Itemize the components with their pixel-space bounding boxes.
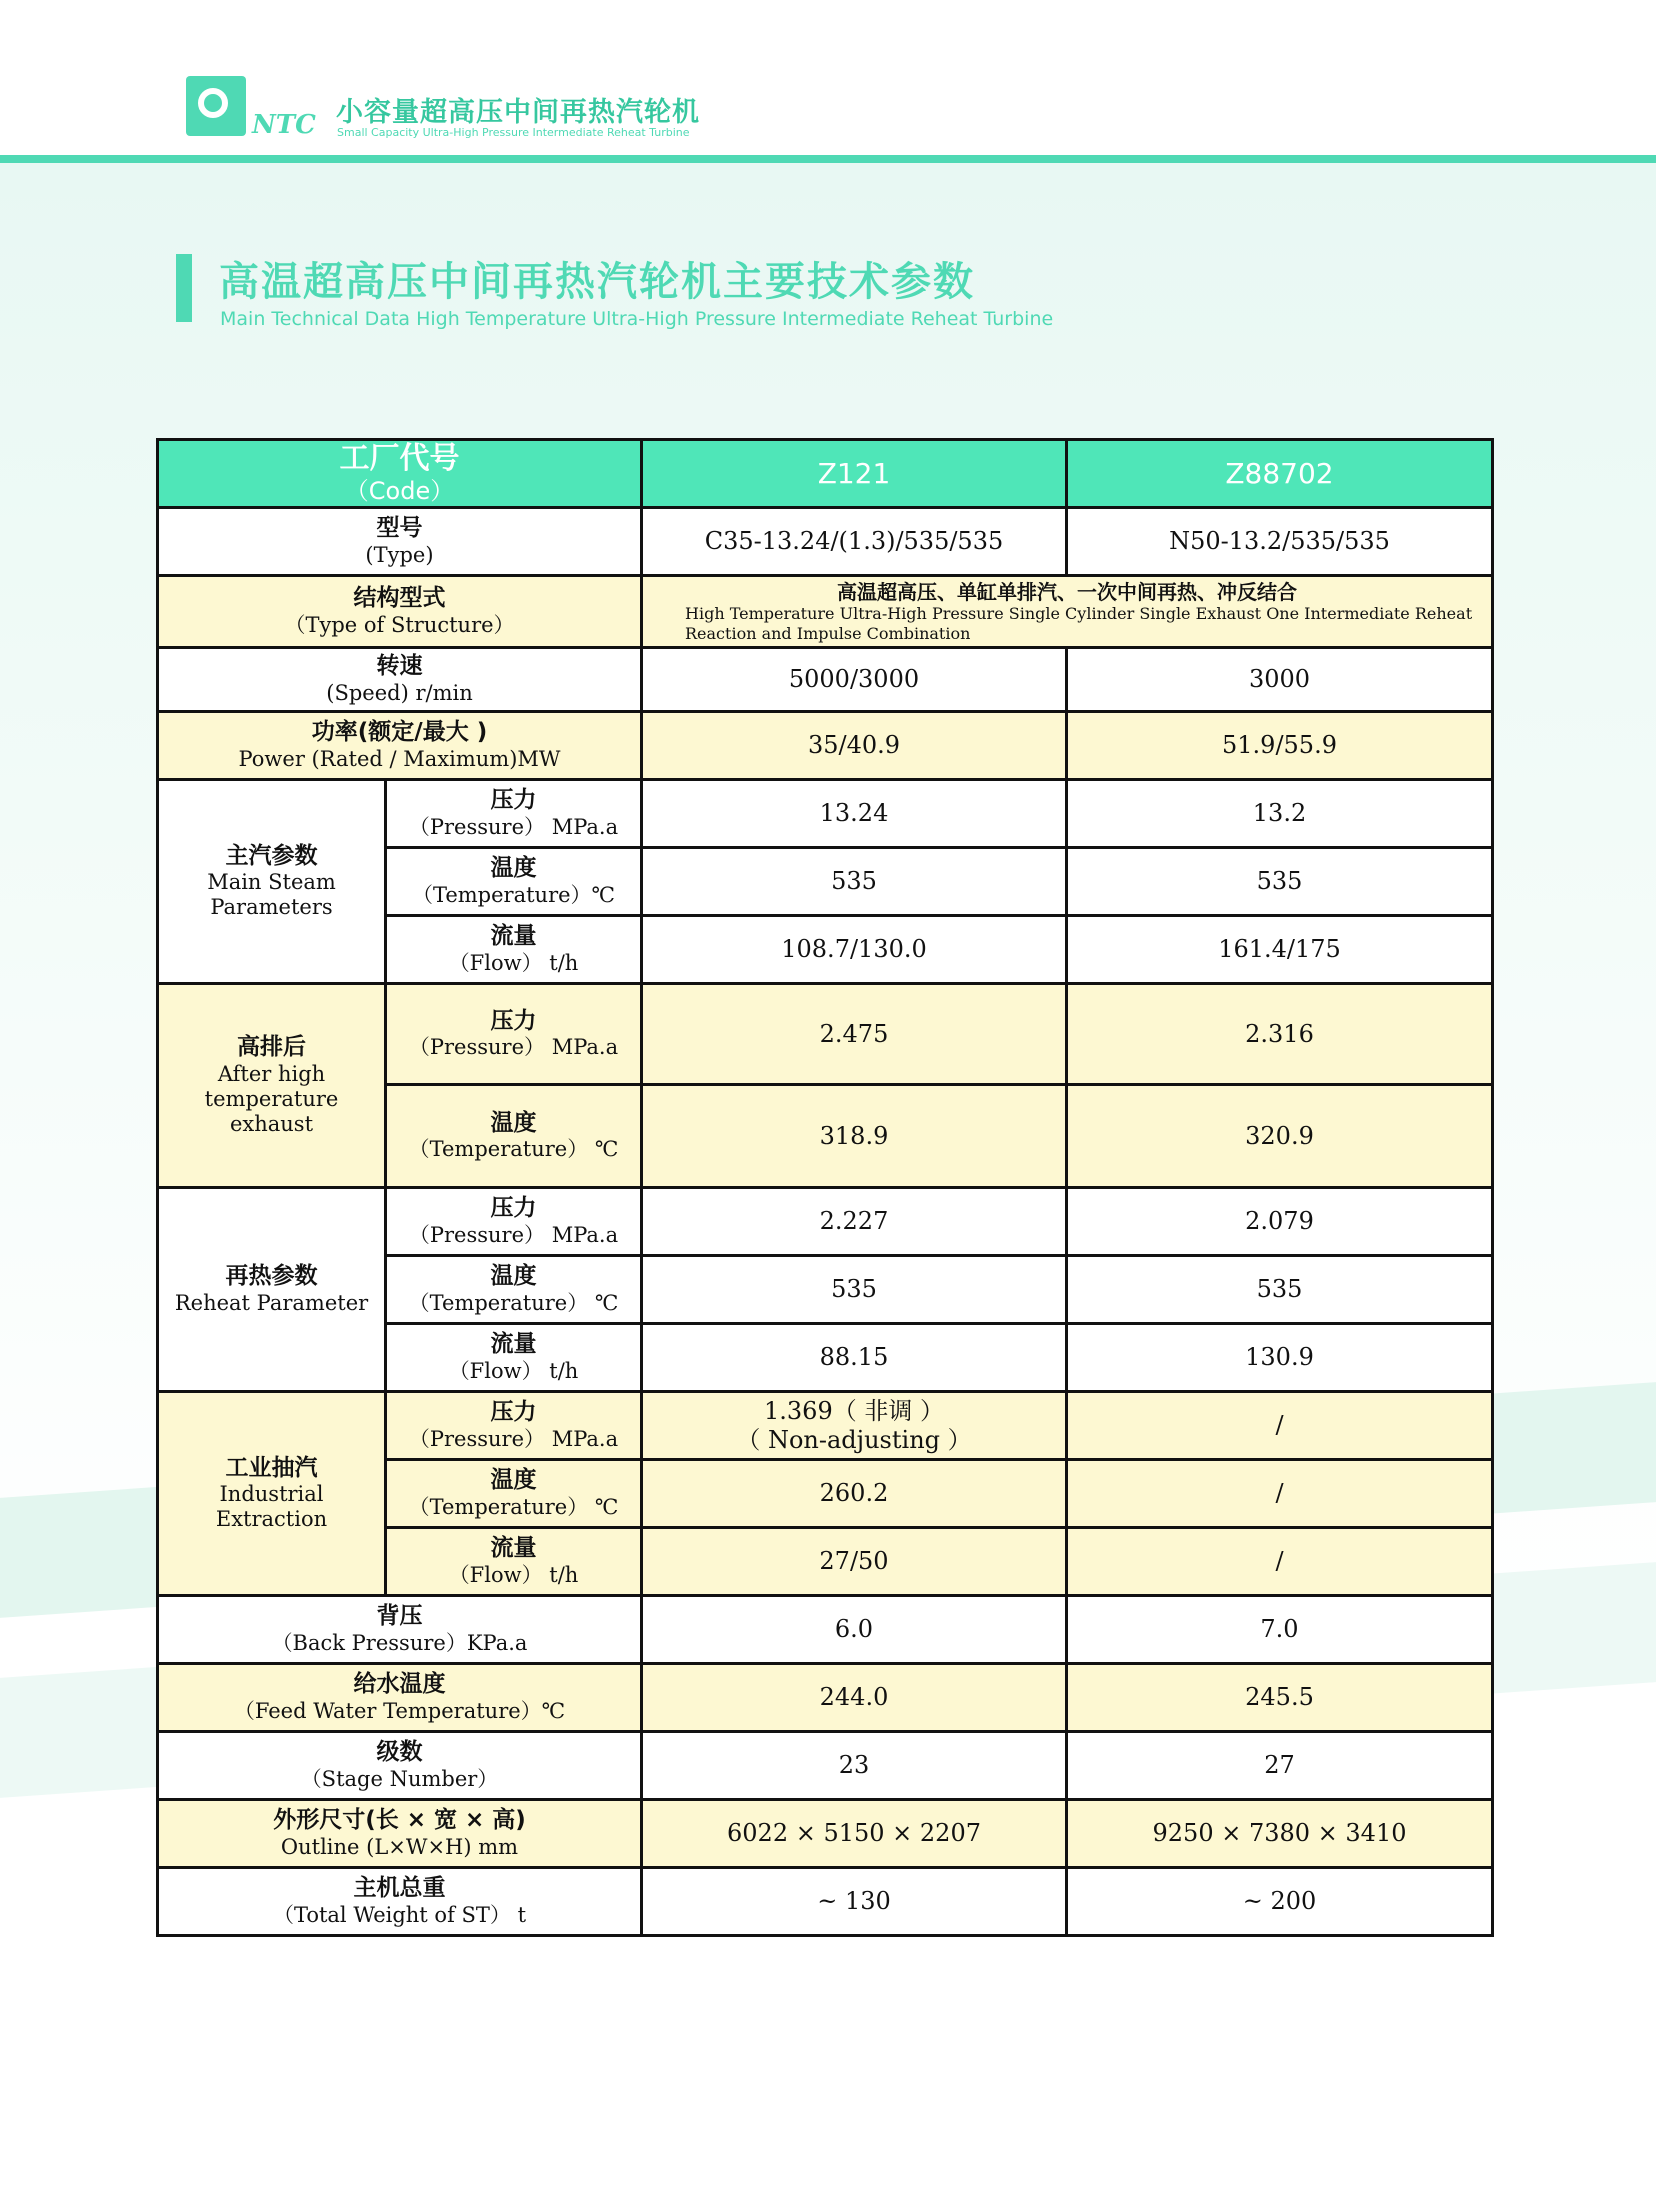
table-row-power	[158, 712, 1493, 780]
row-label-cn: 结构型式	[353, 585, 446, 612]
row-label-en: Power (Rated / Maximum)MW	[238, 746, 561, 771]
row-label-en: （Flow） t/h	[448, 1562, 579, 1587]
value-z121: 535	[642, 1256, 1067, 1324]
value-z121: 35/40.9	[642, 712, 1067, 780]
value-z88702: 535	[1067, 848, 1493, 916]
row-label-cn: 压力	[490, 1399, 537, 1426]
row-label-cn: 型号	[376, 515, 423, 542]
row-label-cn: 主机总重	[353, 1875, 446, 1902]
row-label-en: （Pressure） MPa.a	[408, 1222, 619, 1247]
value-z121: 5000/3000	[642, 648, 1067, 712]
header-col-z121: Z121	[642, 440, 1067, 508]
row-label-en: （Feed Water Temperature）℃	[233, 1698, 566, 1723]
group-label-cn: 主汽参数	[225, 842, 318, 869]
row-label-cn: 温度	[490, 1109, 537, 1136]
row-label-cn: 压力	[490, 1195, 537, 1222]
value-z88702: /	[1067, 1528, 1493, 1596]
value-z121	[642, 1392, 1067, 1460]
row-label-en: （Temperature）℃	[411, 882, 616, 907]
row-label-en: (Speed) r/min	[326, 680, 473, 705]
value-z121: 88.15	[642, 1324, 1067, 1392]
row-label-cn: 压力	[490, 1007, 537, 1034]
value-z88702: 51.9/55.9	[1067, 712, 1493, 780]
value-z88702: N50-13.2/535/535	[1067, 508, 1493, 576]
row-label-en: （Temperature） ℃	[408, 1137, 619, 1162]
row-label-cn: 给水温度	[353, 1671, 446, 1698]
section-title-en: Main Technical Data High Temperature Ultra-High Pressure Intermediate Reheat Turbine	[220, 308, 1054, 330]
value-z88702: 245.5	[1067, 1664, 1493, 1732]
group-label-en: After high	[217, 1061, 326, 1086]
row-label-cn: 转速	[376, 653, 423, 680]
row-label-cn: 温度	[490, 1263, 537, 1290]
group-reheat	[158, 1188, 386, 1392]
header-code-en: （Code）	[344, 477, 455, 506]
row-label-en: Outline (L×W×H) mm	[280, 1834, 519, 1859]
row-label-en: (Type)	[365, 542, 434, 567]
row-label-cn: 温度	[490, 855, 537, 882]
row-label-cn: 功率(额定/最大 )	[311, 719, 488, 746]
row-label-en: （Temperature） ℃	[408, 1290, 619, 1315]
row-label-cn: 压力	[490, 787, 537, 814]
value-z121: 260.2	[642, 1460, 1067, 1528]
group-main-steam	[158, 780, 386, 984]
table-row-reheat-pressure	[158, 1188, 1493, 1256]
row-label-en: （Flow） t/h	[448, 1358, 579, 1383]
value-z121: C35-13.24/(1.3)/535/535	[642, 508, 1067, 576]
table-row-structure	[158, 576, 1493, 648]
row-label-en: （Type of Structure）	[284, 612, 515, 637]
table-row-type	[158, 508, 1493, 576]
value-z121: 6022 × 5150 × 2207	[642, 1800, 1067, 1868]
row-label-cn: 级数	[376, 1739, 423, 1766]
group-label-en: Industrial Extraction	[215, 1482, 328, 1532]
table-row-weight	[158, 1868, 1493, 1936]
value-z88702: ~ 200	[1067, 1868, 1493, 1936]
technical-data-table	[156, 438, 1494, 1937]
row-label-cn: 流量	[490, 1331, 537, 1358]
value-z121: 23	[642, 1732, 1067, 1800]
row-label-en: （Back Pressure）KPa.a	[271, 1630, 528, 1655]
header-code-cell	[158, 440, 642, 508]
row-label-en: （Stage Number）	[300, 1766, 499, 1791]
value-z88702: 130.9	[1067, 1324, 1493, 1392]
value-line-1: 1.369（ 非调 ）	[764, 1396, 944, 1425]
header-col-z88702: Z88702	[1067, 440, 1493, 508]
row-label-cn: 背压	[376, 1603, 423, 1630]
row-label-en: （Pressure） MPa.a	[408, 1035, 619, 1060]
value-z88702: 13.2	[1067, 780, 1493, 848]
value-line-2: （ Non-adjusting ）	[736, 1425, 972, 1454]
table-row-feed-water	[158, 1664, 1493, 1732]
row-label-en: （Pressure） MPa.a	[408, 1426, 619, 1451]
value-z88702: 7.0	[1067, 1596, 1493, 1664]
page-header	[0, 0, 1656, 163]
structure-value-cn: 高温超高压、单缸单排汽、一次中间再热、冲反结合	[837, 579, 1297, 604]
row-label-en: （Total Weight of ST） t	[272, 1902, 527, 1927]
value-z88702: 320.9	[1067, 1085, 1493, 1188]
table-header-row	[158, 440, 1493, 508]
table-row-speed	[158, 648, 1493, 712]
row-label-cn: 外形尺寸(长 × 宽 × 高)	[273, 1807, 526, 1834]
header-code-cn: 工厂代号	[339, 441, 460, 477]
table-row-hp-exhaust-pressure	[158, 984, 1493, 1085]
row-label-cn: 流量	[490, 1535, 537, 1562]
value-z121: 318.9	[642, 1085, 1067, 1188]
value-z88702: 3000	[1067, 648, 1493, 712]
structure-value-en: High Temperature Ultra-High Pressure Single Cylinder Single Exhaust One Intermediate Reheat Reaction and Impulse Combination	[685, 603, 1473, 643]
value-z88702: 2.079	[1067, 1188, 1493, 1256]
group-label-cn: 高排后	[237, 1033, 306, 1060]
value-z121: 244.0	[642, 1664, 1067, 1732]
group-label-en-2: temperature exhaust	[204, 1086, 339, 1136]
group-label-cn: 再热参数	[225, 1263, 318, 1290]
table-row-extraction-pressure	[158, 1392, 1493, 1460]
group-label-en: Main Steam Parameters	[207, 870, 336, 920]
group-extraction	[158, 1392, 386, 1596]
value-z121: 2.227	[642, 1188, 1067, 1256]
value-z121: 13.24	[642, 780, 1067, 848]
value-z121: 535	[642, 848, 1067, 916]
table-row-outline	[158, 1800, 1493, 1868]
value-z88702: /	[1067, 1392, 1493, 1460]
table-row-stages	[158, 1732, 1493, 1800]
header-title-en: Small Capacity Ultra-High Pressure Intermediate Reheat Turbine	[337, 126, 690, 139]
header-title-cn: 小容量超高压中间再热汽轮机	[336, 97, 700, 128]
row-label-cn: 流量	[490, 923, 537, 950]
section-accent-bar	[176, 254, 192, 322]
row-label-en: （Flow） t/h	[448, 950, 579, 975]
header-divider	[0, 155, 1656, 163]
table-row-back-pressure	[158, 1596, 1493, 1664]
group-hp-exhaust	[158, 984, 386, 1188]
ntc-logo-icon	[186, 76, 246, 136]
row-label-en: （Pressure） MPa.a	[408, 814, 619, 839]
row-label-en: （Temperature） ℃	[408, 1494, 619, 1519]
value-z121: 6.0	[642, 1596, 1067, 1664]
value-z88702: 161.4/175	[1067, 916, 1493, 984]
group-label-en: Reheat Parameter	[174, 1290, 369, 1315]
value-z121: ~ 130	[642, 1868, 1067, 1936]
value-z121: 108.7/130.0	[642, 916, 1067, 984]
value-z88702: 9250 × 7380 × 3410	[1067, 1800, 1493, 1868]
structure-value-cell	[642, 576, 1493, 648]
value-z88702: 535	[1067, 1256, 1493, 1324]
value-z88702: /	[1067, 1460, 1493, 1528]
value-z121: 27/50	[642, 1528, 1067, 1596]
logo-text: NTC	[252, 110, 316, 140]
row-label-cn: 温度	[490, 1467, 537, 1494]
group-label-cn: 工业抽汽	[225, 1454, 318, 1481]
value-z121: 2.475	[642, 984, 1067, 1085]
section-title-cn: 高温超高压中间再热汽轮机主要技术参数	[219, 259, 975, 305]
table-row-main-steam-pressure	[158, 780, 1493, 848]
value-z88702: 2.316	[1067, 984, 1493, 1085]
value-z88702: 27	[1067, 1732, 1493, 1800]
